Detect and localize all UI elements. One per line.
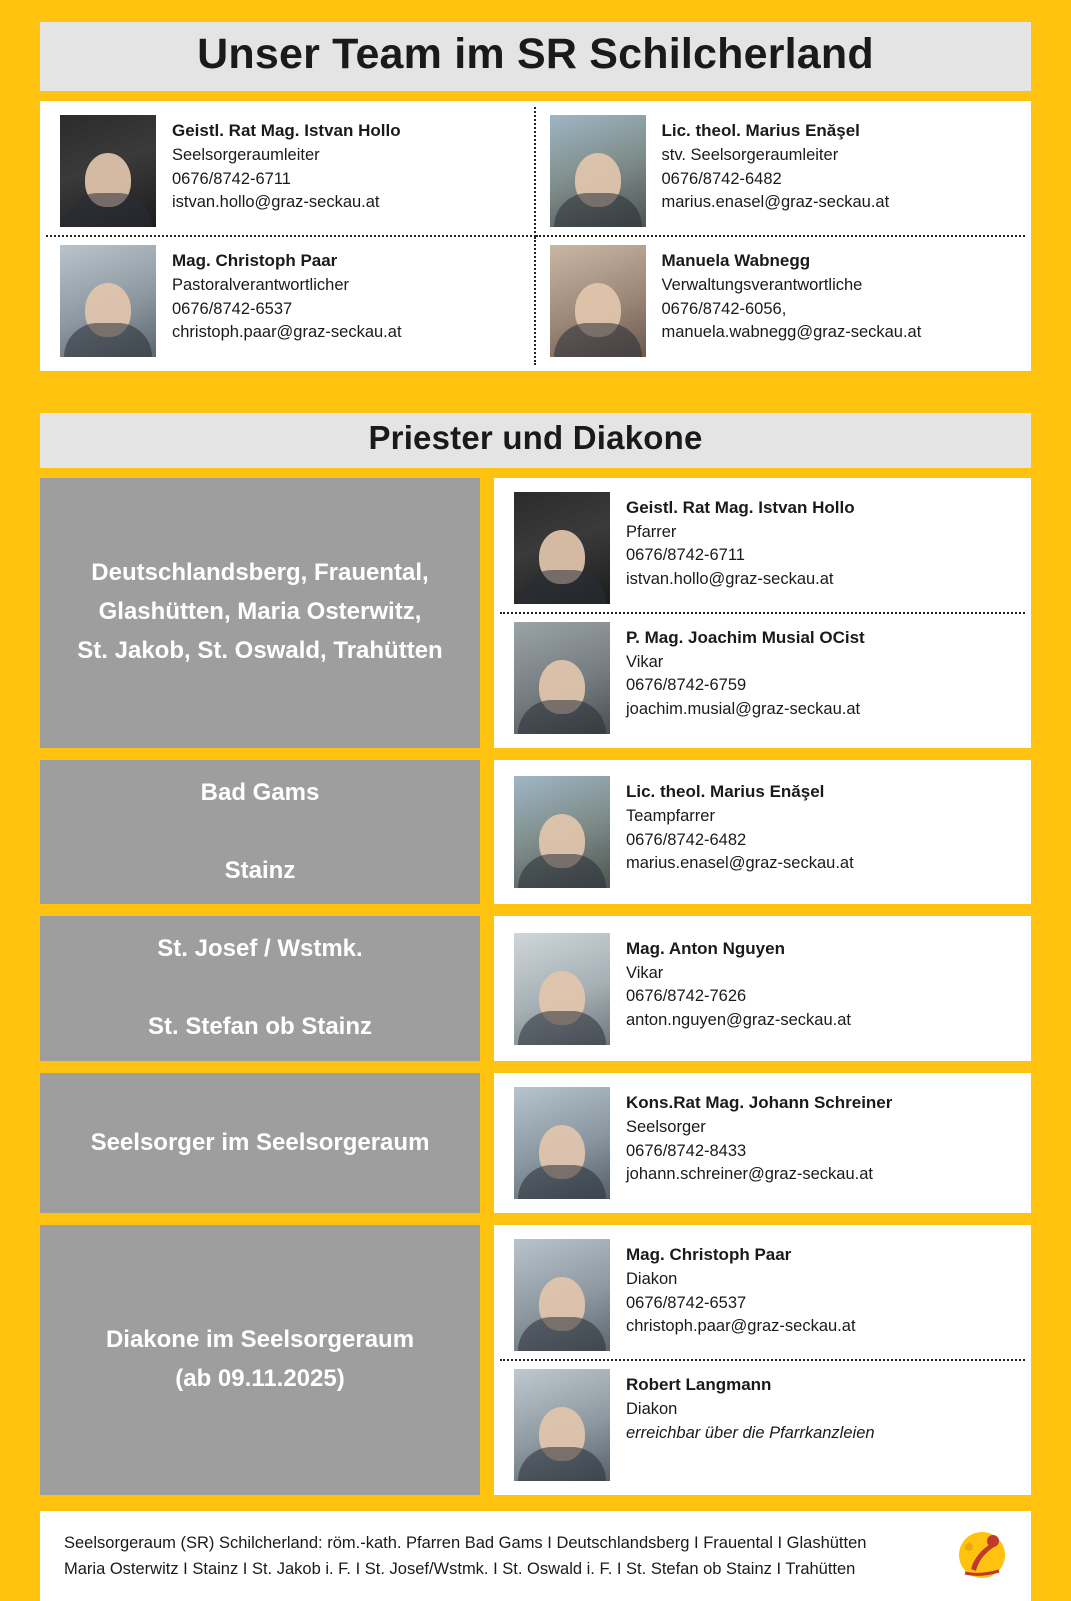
person-role: Diakon (626, 1400, 678, 1419)
person-row (500, 614, 1025, 742)
footer (40, 1511, 1031, 1601)
parish-label-0: Deutschlandsberg, Frauental, Glashütten, Maria Osterwitz, St. Jakob, St. Oswald, Trahütten (40, 478, 480, 748)
person-phone[interactable]: 0676/8742-7626 (626, 987, 747, 1006)
person-phone[interactable]: 0676/8742-8433 (626, 1141, 747, 1160)
person-role: Seelsorger (626, 1118, 706, 1137)
member-role: Pastoralverantwortlicher (172, 276, 349, 295)
person-role: Teampfarrer (626, 807, 715, 826)
member-email[interactable]: istvan.hollo@graz-seckau.at (172, 193, 380, 212)
person-row (500, 484, 1025, 614)
section-title-banner (40, 413, 1031, 468)
people-card-4 (494, 1225, 1031, 1495)
person-email[interactable]: istvan.hollo@graz-seckau.at (626, 569, 834, 588)
team-member-2 (46, 237, 536, 365)
person-row (500, 1361, 1025, 1489)
schilcherland-logo-icon (951, 1525, 1013, 1587)
person-role: Pfarrer (626, 522, 677, 541)
group-row-4 (40, 1225, 1031, 1495)
member-phone[interactable]: 0676/8742-6482 (661, 169, 782, 188)
person-phone[interactable]: 0676/8742-6711 (626, 546, 745, 565)
person-name: Geistl. Rat Mag. Istvan Hollo (626, 497, 855, 517)
member-name: Geistl. Rat Mag. Istvan Hollo (172, 121, 401, 141)
member-email[interactable]: christoph.paar@graz-seckau.at (172, 323, 402, 342)
member-name: Mag. Christoph Paar (172, 251, 338, 271)
person-name: Mag. Anton Nguyen (626, 938, 785, 958)
avatar (514, 776, 610, 888)
people-card-1 (494, 760, 1031, 905)
section-title: Priester und Diakone (368, 419, 703, 457)
parish-label-4: Diakone im Seelsorgeraum (ab 09.11.2025) (40, 1225, 480, 1495)
avatar (514, 1369, 610, 1481)
team-member-3 (536, 237, 1026, 365)
avatar (514, 933, 610, 1045)
person-phone[interactable]: 0676/8742-6482 (626, 830, 747, 849)
person-role: Vikar (626, 652, 664, 671)
person-row (500, 768, 1025, 896)
parish-label-3: Seelsorger im Seelsorgeraum (40, 1073, 480, 1213)
footer-line-1: Seelsorgeraum (SR) Schilcherland: röm.-kath. Pfarren Bad Gams I Deutschlandsberg I Frauental I Glashütten (64, 1533, 867, 1552)
person-name: P. Mag. Joachim Musial OCist (626, 627, 865, 647)
person-name: Mag. Christoph Paar (626, 1245, 792, 1265)
member-role: stv. Seelsorgeraumleiter (661, 146, 839, 165)
group-row-3 (40, 1073, 1031, 1213)
people-card-2 (494, 916, 1031, 1061)
person-email[interactable]: johann.schreiner@graz-seckau.at (626, 1165, 873, 1183)
group-row-1 (40, 760, 1031, 905)
person-row (500, 1231, 1025, 1361)
person-phone[interactable]: 0676/8742-6759 (626, 676, 747, 695)
avatar (514, 492, 610, 604)
person-row (500, 925, 1025, 1053)
person-name: Robert Langmann (626, 1375, 772, 1395)
person-email[interactable]: marius.enasel@graz-seckau.at (626, 854, 854, 873)
person-name: Kons.Rat Mag. Johann Schreiner (626, 1093, 893, 1113)
member-email[interactable]: manuela.wabnegg@graz-seckau.at (661, 323, 922, 342)
footer-line-2: Maria Osterwitz I Stainz I St. Jakob i. F. I St. Josef/Wstmk. I St. Oswald i. F. I St. Stefan ob Stainz I Trahütten (64, 1560, 856, 1579)
person-role: Vikar (626, 963, 664, 982)
member-phone[interactable]: 0676/8742-6056, (661, 299, 787, 318)
avatar (514, 1239, 610, 1351)
member-email[interactable]: marius.enasel@graz-seckau.at (661, 193, 890, 212)
person-name: Lic. theol. Marius Enăşel (626, 782, 825, 802)
member-name: Lic. theol. Marius Enăşel (661, 121, 860, 141)
people-card-0 (494, 478, 1031, 748)
person-role: Diakon (626, 1270, 678, 1289)
member-name: Manuela Wabnegg (661, 251, 811, 271)
team-member-1 (536, 107, 1026, 237)
team-member-0 (46, 107, 536, 237)
person-email[interactable]: anton.nguyen@graz-seckau.at (626, 1010, 851, 1029)
avatar (550, 115, 646, 227)
member-role: Verwaltungsverantwortliche (661, 276, 863, 295)
group-row-2 (40, 916, 1031, 1061)
parish-label-2: St. Josef / Wstmk. St. Stefan ob Stainz (40, 916, 480, 1061)
avatar (60, 245, 156, 357)
person-email[interactable]: christoph.paar@graz-seckau.at (626, 1317, 856, 1335)
avatar (60, 115, 156, 227)
group-row-0 (40, 478, 1031, 748)
avatar (514, 622, 610, 734)
avatar (514, 1087, 610, 1199)
member-phone[interactable]: 0676/8742-6711 (172, 169, 291, 188)
people-card-3 (494, 1073, 1031, 1213)
person-contact-note: erreichbar über die Pfarrkanzleien (626, 1423, 875, 1442)
team-card (40, 101, 1031, 371)
page-title-banner (40, 22, 1031, 91)
team-grid (46, 107, 1025, 365)
avatar (550, 245, 646, 357)
member-role: Seelsorgeraumleiter (172, 146, 320, 165)
parish-label-1: Bad Gams Stainz (40, 760, 480, 905)
member-phone[interactable]: 0676/8742-6537 (172, 299, 293, 318)
person-row (500, 1079, 1025, 1207)
page-title: Unser Team im SR Schilcherland (197, 30, 874, 78)
person-email[interactable]: joachim.musial@graz-seckau.at (626, 699, 861, 718)
person-phone[interactable]: 0676/8742-6537 (626, 1293, 747, 1312)
